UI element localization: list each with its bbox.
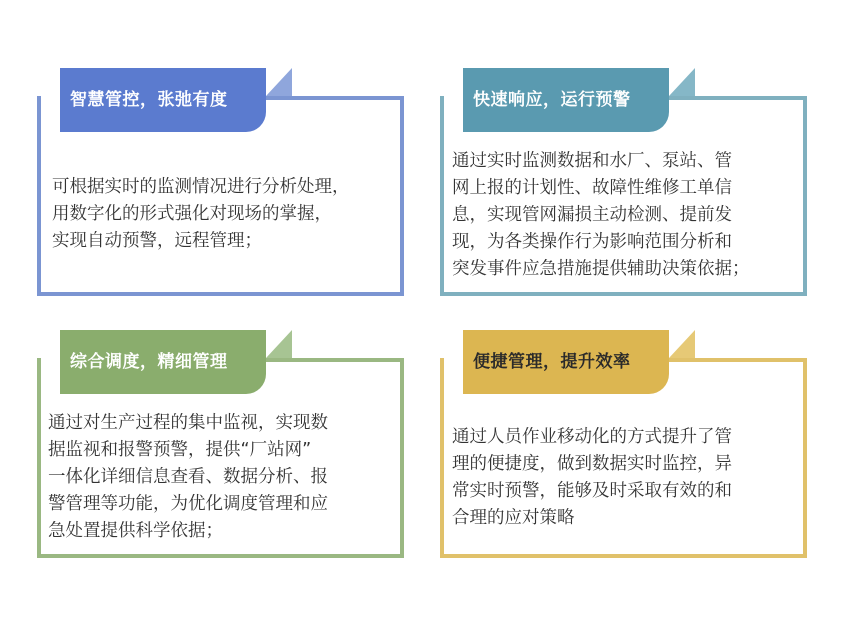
description-line: 用数字化的形式强化对现场的掌握， (52, 204, 332, 224)
description-line: 可根据实时的监测情况进行分析处理， (52, 177, 350, 197)
card-description (52, 174, 350, 255)
tab-fold-corner (669, 330, 695, 358)
description-line: 息，实现管网漏损主动检测、提前发 (452, 205, 732, 225)
description-line: 理的便捷度，做到数据实时监控，异 (452, 454, 732, 474)
tab-fold-corner (266, 330, 292, 358)
card-title-tab: 快速响应，运行预警 (463, 68, 669, 132)
card-description (48, 410, 328, 545)
description-line: 通过对生产过程的集中监视，实现数 (48, 413, 328, 433)
tab-fold-corner (266, 68, 292, 96)
card-border-gap (41, 354, 60, 362)
card-description (452, 424, 732, 532)
card-title-tab: 智慧管控，张弛有度 (60, 68, 266, 132)
description-line: 一体化详细信息查看、数据分析、报 (48, 467, 328, 487)
card-title-tab: 综合调度，精细管理 (60, 330, 266, 394)
description-line: 实现自动预警，远程管理； (52, 231, 262, 251)
card-description (452, 148, 750, 283)
description-line: 警管理等功能，为优化调度管理和应 (48, 494, 328, 514)
description-line: 现，为各类操作行为影响范围分析和 (452, 232, 732, 252)
description-line: 据监视和报警预警，提供“厂站网” (48, 440, 312, 460)
card-border-gap (444, 354, 463, 362)
description-line: 通过人员作业移动化的方式提升了管 (452, 427, 732, 447)
description-line: 急处置提供科学依据； (48, 521, 223, 541)
description-line: 通过实时监测数据和水厂、泵站、管 (452, 151, 732, 171)
description-line: 常实时预警，能够及时采取有效的和 (452, 481, 732, 501)
tab-fold-corner (669, 68, 695, 96)
description-line: 突发事件应急措施提供辅助决策依据； (452, 259, 750, 279)
card-border-gap (444, 92, 463, 100)
card-border-gap (41, 92, 60, 100)
description-line: 合理的应对策略 (452, 508, 575, 528)
card-title-tab: 便捷管理，提升效率 (463, 330, 669, 394)
description-line: 网上报的计划性、故障性维修工单信 (452, 178, 732, 198)
